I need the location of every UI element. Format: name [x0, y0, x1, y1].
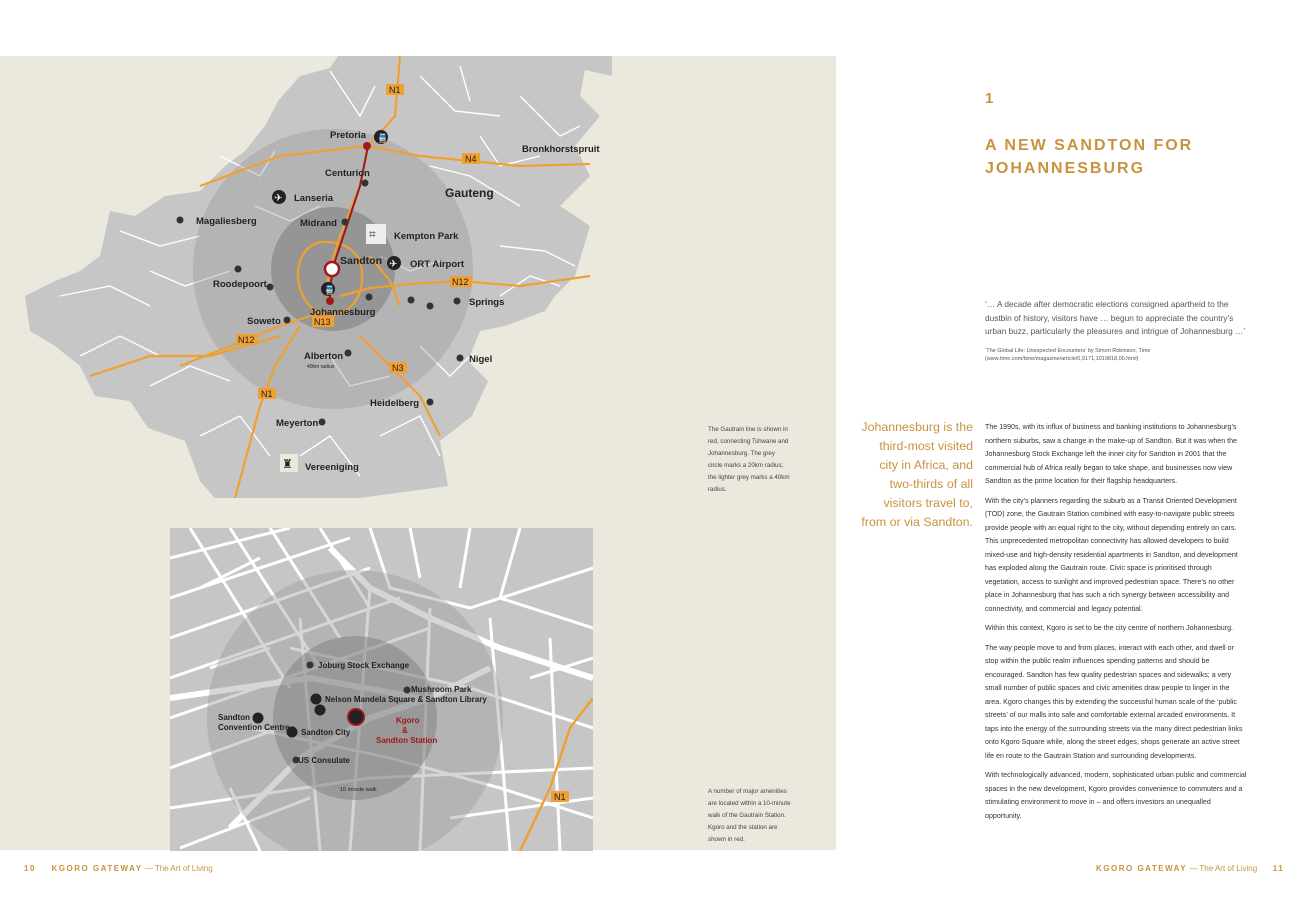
svg-text:🚆: 🚆: [324, 285, 336, 295]
road-n12-east: N12: [452, 277, 469, 287]
label-midrand: Midrand: [300, 218, 337, 229]
left-page-number: 10: [24, 864, 36, 873]
regional-map-caption: The Gautrain line is shown in red, connecting Tshwane and Johannesburg. The grey circle marks a 20km radius; the lighter grey marks a 40km radius.: [708, 426, 790, 493]
label-soweto: Soweto: [247, 316, 281, 327]
label-sandton: Sandton: [340, 255, 382, 267]
road-n13: N13: [314, 317, 331, 327]
label-convention-1: Sandton: [218, 713, 250, 722]
road-n12-west: N12: [238, 335, 255, 345]
svg-text:⌗: ⌗: [369, 227, 376, 241]
label-lanseria: Lanseria: [294, 193, 334, 204]
label-bronkhorstspruit: Bronkhorstspruit: [522, 144, 600, 155]
label-magaliesberg: Magaliesberg: [196, 216, 257, 227]
right-page-number: 11: [1272, 864, 1285, 873]
label-40km-radius: 40km radius: [307, 364, 335, 370]
label-alberton: Alberton: [304, 351, 344, 362]
label-kgoro: Kgoro: [396, 716, 420, 725]
local-map-caption: A number of major amenities are located within a 10-minute walk of the Gautrain Station. Kgoro and the station are shown in red.: [708, 788, 791, 843]
sandton-station-marker: [325, 262, 339, 276]
svg-text:✈: ✈: [389, 259, 398, 270]
local-map: [170, 528, 593, 851]
road-n1-north: N1: [389, 85, 401, 95]
road-n3: N3: [392, 363, 404, 373]
left-footer: [24, 864, 213, 873]
label-gauteng: Gauteng: [445, 186, 494, 200]
road-n4: N4: [465, 154, 477, 164]
label-vereeniging: Vereeniging: [305, 462, 359, 473]
label-roodepoort: Roodepoort: [213, 279, 267, 290]
label-springs: Springs: [469, 297, 505, 308]
label-sandton-city: Sandton City: [301, 728, 351, 737]
pull-quote: Johannesburg is the third-most visited city in Africa, and two-thirds of all visitors travel to, from or via Sandton.: [861, 420, 973, 529]
label-pretoria: Pretoria: [330, 130, 366, 141]
svg-text:♜: ♜: [282, 457, 293, 471]
label-nelson-mandela-square: Nelson Mandela Square & Sandton Library: [325, 695, 487, 704]
body-paragraph: With technologically advanced, modern, sophisticated urban public and commercial spaces in the new development, Kgoro provides convenience to commuters and a stimulating environment to move in – and offers investors an unequalled opportunity.: [985, 771, 1247, 820]
label-joburg-stock-exchange: Joburg Stock Exchange: [318, 661, 410, 670]
regional-map: [0, 56, 612, 498]
label-10-minute-walk: 10 minute walk: [340, 787, 377, 793]
nelson-mandela-square-icon: [311, 694, 322, 705]
epigraph-source: [985, 347, 1265, 363]
body-paragraph: The way people move to and from places, interact with each other, and dwell or stop within the public realm influences spending patterns and should be encouraged. Sandton has few quality pedestrian spaces and sidewalks; a very small number of public spaces and civic amenities draw people to linger in the area. Kgoro changes this by extending the successful human scale of the ‘public streets’ of our malls into safe and comfortable external arcaded environments. It taps into the energy of the surrounding streets via the many direct pedestrian links onto Kgoro Square while, along the street edges, shops generate an active street life en route to the Gautrain Station and surrounding developments.: [985, 643, 1243, 760]
left-brand-suffix: — The Art of Living: [144, 864, 213, 873]
label-nigel: Nigel: [469, 354, 493, 365]
label-johannesburg: Johannesburg: [310, 307, 376, 318]
label-sandton-station: Sandton Station: [376, 736, 438, 745]
label-kgoro-amp: &: [402, 726, 408, 735]
label-local-n1: N1: [554, 792, 566, 802]
epigraph-source-url: (www.time.com/time/magazine/article/0,9171,1019818,00.html): [985, 356, 1139, 362]
label-mushroom-park: Mushroom Park: [411, 685, 472, 694]
label-us-consulate: US Consulate: [298, 756, 351, 765]
label-heidelberg: Heidelberg: [370, 398, 420, 409]
label-centurion: Centurion: [325, 168, 370, 179]
body-paragraph: The 1990s, with its influx of business and banking institutions to Johannesburg’s northern suburbs, saw a change in the make-up of Sandton. But it was when the Johannesburg Stock Exchange left the inner city for Sandton in 2001 that the commercial hub of Africa really began to take shape, and businesses now view Sandton as the prime location for their flagship headquarters.: [985, 423, 1237, 485]
label-ort-airport: ORT Airport: [410, 259, 465, 270]
epigraph-source-title: ‘The Global Life: Unexpected Encounters’ by Simon Robinson, Time: [985, 348, 1151, 354]
right-footer: [1096, 864, 1284, 873]
epigraph-quote: ‘… A decade after democratic elections consigned apartheid to the dustbin of history, visitors have … begun to appreciate the country’s urban buzz, particularly the pleasures and intrigue of Johannesburg …’: [985, 299, 1246, 336]
body-paragraph: With the city’s planners regarding the suburb as a Transit Oriented Development (TOD) zone, the Gautrain Station combined with easy-to-navigate public streets provide people with an equal right to the city, without depending entirely on cars. This unprecedented metropolitan connectivity has allowed developers to build mixed-use and high-density residential apartments in Sandton, and development has exploded along the Gautrain route. Civic space is prioritised through vegetation, access to sunlight and improved pedestrian space. There’s no other place in Johannesburg that has such a rich synergy between accessibility and connectivity, and commercial and legacy potential.: [985, 496, 1238, 613]
convention-centre-icon: [253, 713, 264, 724]
kgoro-station-icon: [348, 709, 364, 725]
body-paragraph: Within this context, Kgoro is set to be the city centre of northern Johannesburg.: [985, 624, 1234, 632]
svg-text:✈: ✈: [274, 193, 283, 204]
body-text: [985, 421, 1247, 829]
road-n1-south: N1: [261, 389, 273, 399]
library-icon: [315, 705, 326, 716]
label-meyerton: Meyerton: [276, 418, 319, 429]
label-convention-2: Convention Centre: [218, 723, 290, 732]
left-brand: KGORO GATEWAY: [51, 864, 143, 873]
svg-text:🚆: 🚆: [377, 133, 389, 143]
label-kempton-park: Kempton Park: [394, 231, 459, 242]
right-brand: KGORO GATEWAY: [1096, 864, 1188, 873]
right-brand-suffix: — The Art of Living: [1189, 864, 1258, 873]
chapter-title: A NEW SANDTON FOR JOHANNESBURG: [985, 137, 1194, 177]
chapter-number: 1: [985, 90, 995, 107]
